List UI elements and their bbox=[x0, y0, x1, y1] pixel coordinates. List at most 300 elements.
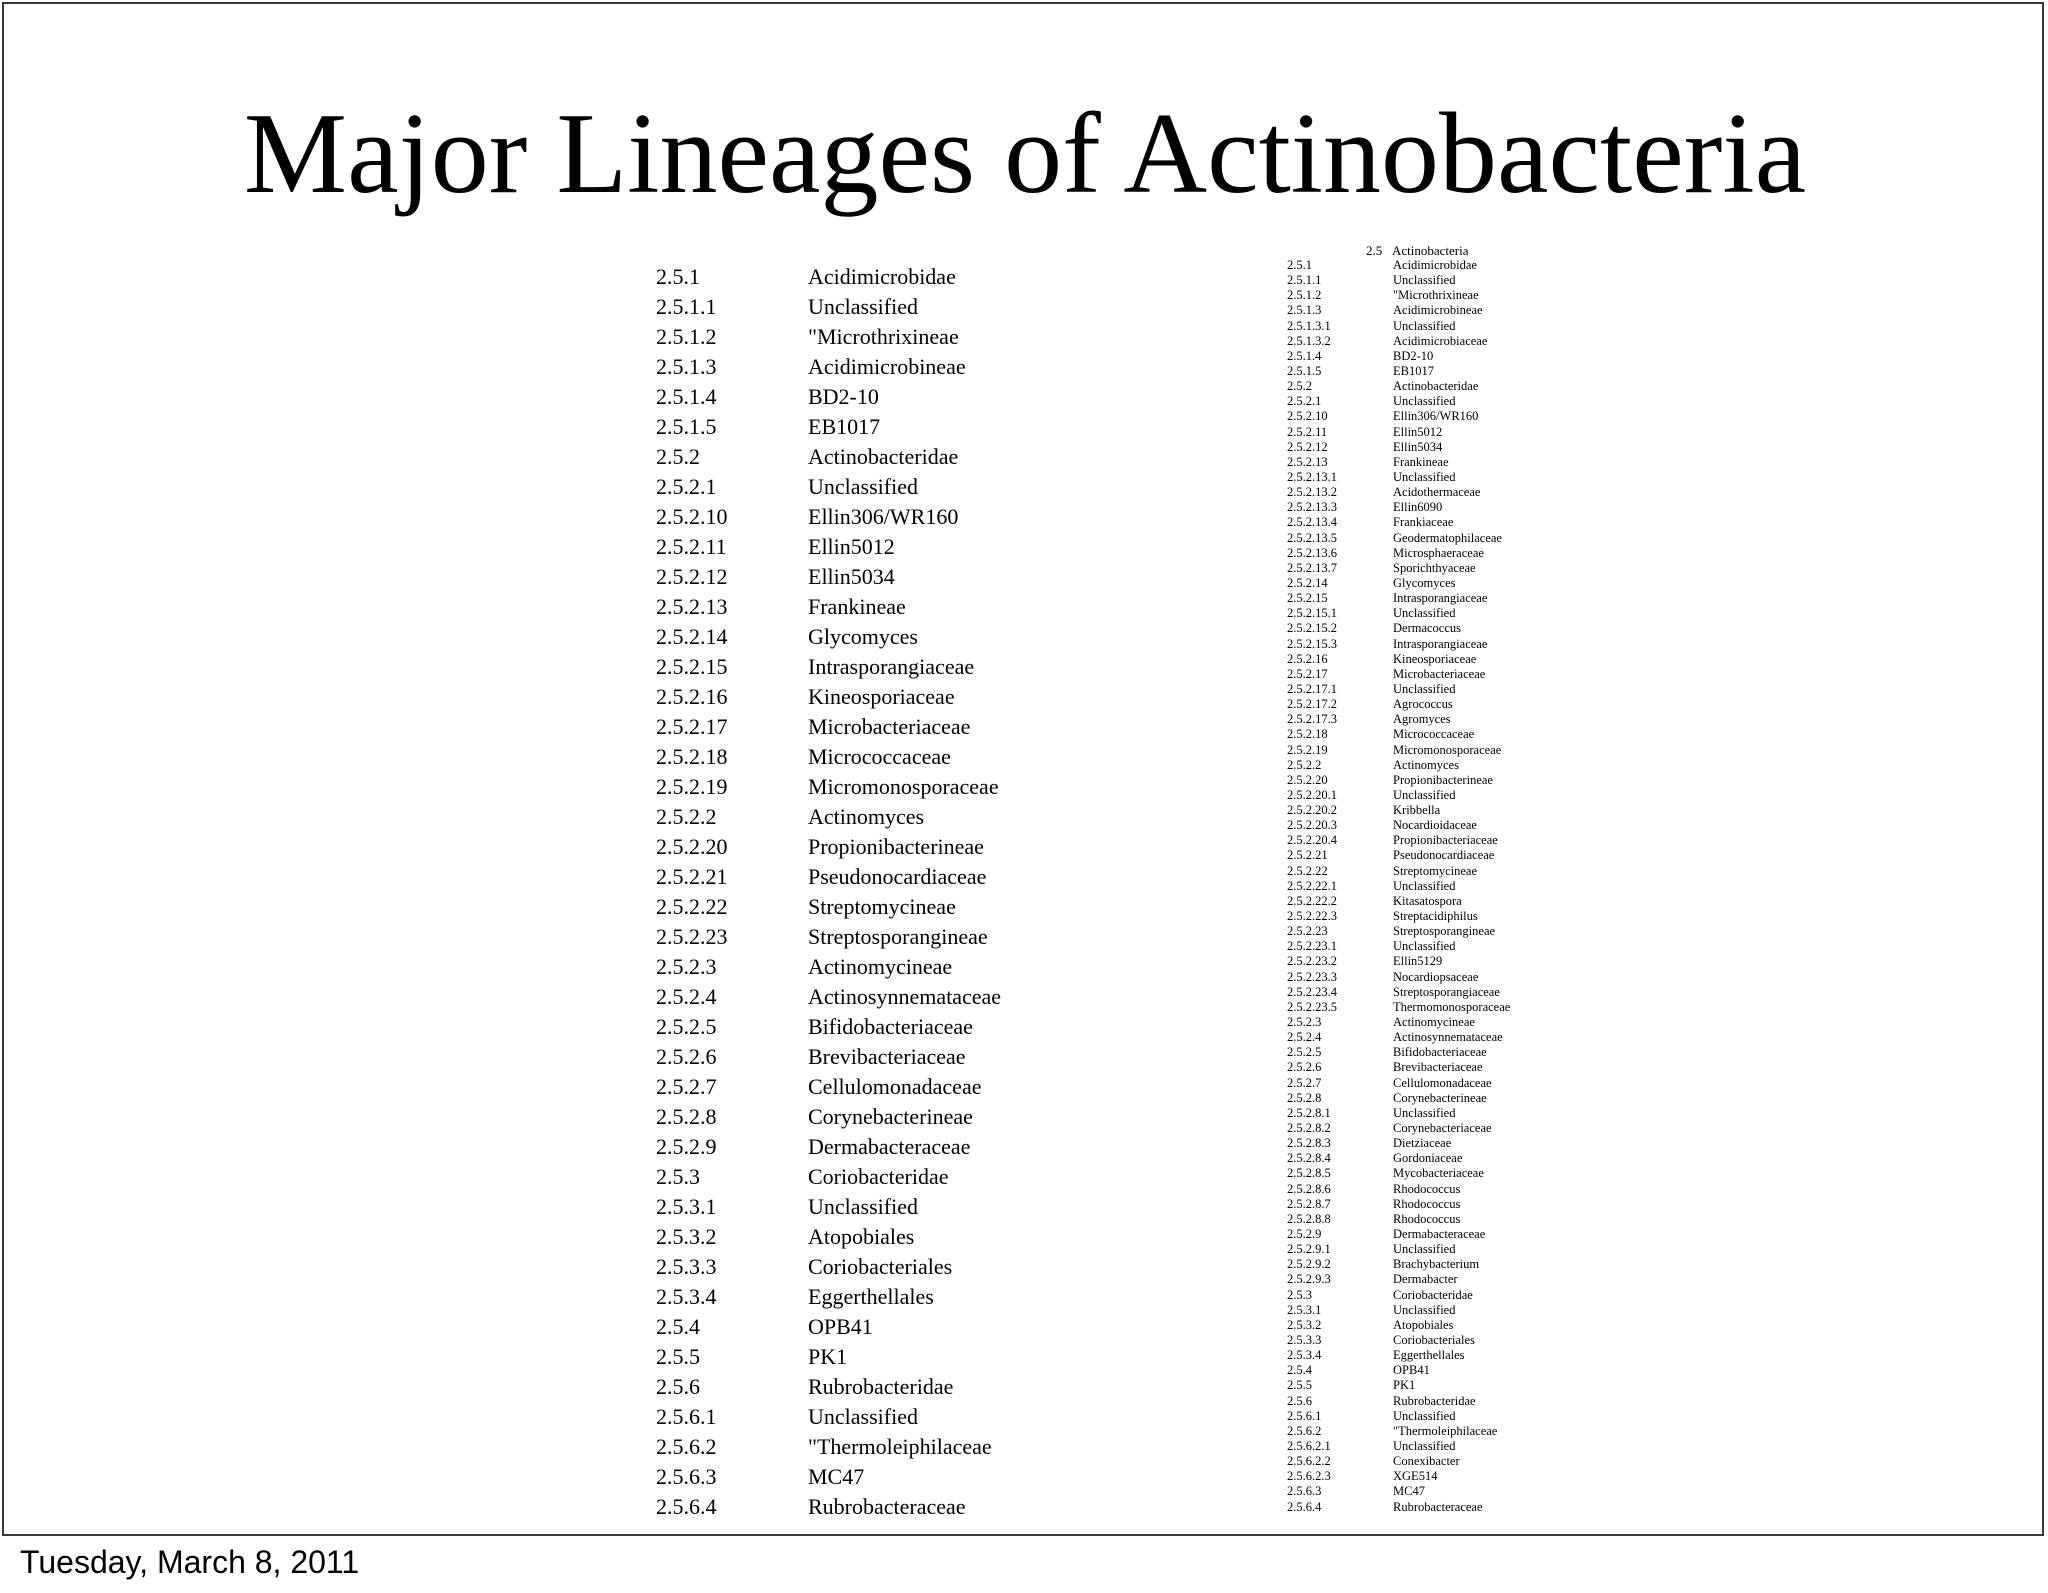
lineage-code: 2.5.2.3 bbox=[1287, 1015, 1322, 1030]
lineage-name: MC47 bbox=[808, 1464, 865, 1489]
lineage-code: 2.5.6.1 bbox=[656, 1404, 717, 1429]
lineage-code: 2.5.2.22.3 bbox=[1287, 909, 1337, 924]
detail-list-row bbox=[1287, 1288, 1587, 1303]
lineage-name: Pseudonocardiaceae bbox=[1393, 848, 1495, 863]
lineage-name: Unclassified bbox=[1393, 681, 1456, 696]
detail-list-row bbox=[1287, 864, 1587, 879]
lineage-name: Micrococcaceae bbox=[808, 744, 951, 769]
lineage-code: 2.5.3 bbox=[1287, 1287, 1312, 1302]
lineage-name: Rubrobacteridae bbox=[1393, 1393, 1476, 1408]
lineage-name: EB1017 bbox=[808, 414, 881, 439]
lineage-name: Corynebacteriaceae bbox=[1393, 1121, 1492, 1136]
main-list-row bbox=[656, 1102, 1136, 1132]
lineage-code: 2.5.2.19 bbox=[656, 774, 728, 799]
lineage-code: 2.5.2.10 bbox=[1287, 409, 1328, 424]
lineage-code: 2.5.4 bbox=[656, 1314, 700, 1339]
detail-list-row bbox=[1287, 637, 1587, 652]
main-list-row bbox=[656, 1012, 1136, 1042]
lineage-name: Unclassified bbox=[808, 474, 918, 499]
lineage-name: Actinosynnemataceae bbox=[808, 984, 1002, 1009]
slide-frame bbox=[2, 2, 2044, 1536]
lineage-name: Dietziaceae bbox=[1393, 1136, 1452, 1151]
lineage-code: 2.5.1.3 bbox=[1287, 303, 1322, 318]
lineage-name: Unclassified bbox=[808, 294, 918, 319]
lineage-code: 2.5.4 bbox=[1287, 1363, 1312, 1378]
lineage-code: 2.5.3.3 bbox=[1287, 1332, 1322, 1347]
lineage-code: 2.5.2.16 bbox=[1287, 651, 1328, 666]
detail-list-row bbox=[1287, 425, 1587, 440]
lineage-name: Coriobacteriales bbox=[808, 1254, 953, 1279]
lineage-code: 2.5.2.9.1 bbox=[1287, 1242, 1331, 1257]
main-list-row bbox=[656, 592, 1136, 622]
detail-list-row bbox=[1287, 788, 1587, 803]
lineage-name: Rhodococcus bbox=[1393, 1181, 1461, 1196]
lineage-name: Actinomycineae bbox=[1393, 1015, 1475, 1030]
lineage-name: "Microthrixineae bbox=[808, 324, 959, 349]
lineage-code: 2.5.2.11 bbox=[1287, 424, 1328, 439]
lineage-name: "Thermoleiphilaceae bbox=[808, 1434, 992, 1459]
lineage-name: Unclassified bbox=[1393, 606, 1456, 621]
lineage-code: 2.5.2.7 bbox=[1287, 1075, 1322, 1090]
detail-list-row bbox=[1287, 1000, 1587, 1015]
lineage-code: 2.5.6.2.3 bbox=[1287, 1469, 1331, 1484]
lineage-code: 2.5.3.2 bbox=[656, 1224, 717, 1249]
lineage-name: Coriobacteridae bbox=[808, 1164, 949, 1189]
detail-list-row bbox=[1287, 273, 1587, 288]
main-list-row bbox=[656, 712, 1136, 742]
lineage-code: 2.5.6.3 bbox=[656, 1464, 717, 1489]
detail-list-row bbox=[1287, 1242, 1587, 1257]
lineage-code: 2.5.2.13.4 bbox=[1287, 515, 1337, 530]
lineage-code: 2.5.2.8 bbox=[656, 1104, 717, 1129]
lineage-name: Unclassified bbox=[1393, 469, 1456, 484]
lineage-code: 2.5.2.8.5 bbox=[1287, 1166, 1331, 1181]
detail-list-row bbox=[1287, 1015, 1587, 1030]
lineage-code: 2.5.2.13 bbox=[1287, 454, 1328, 469]
lineage-name: Streptomycineae bbox=[1393, 863, 1477, 878]
lineage-name: Unclassified bbox=[808, 1194, 918, 1219]
main-list-row bbox=[656, 1492, 1136, 1522]
detail-list-row bbox=[1287, 1318, 1587, 1333]
detail-list-row bbox=[1287, 1106, 1587, 1121]
detail-list-row bbox=[1287, 1091, 1587, 1106]
lineage-code: 2.5.1.1 bbox=[1287, 273, 1322, 288]
lineage-name: Sporichthyaceae bbox=[1393, 560, 1476, 575]
detail-list-row bbox=[1287, 773, 1587, 788]
detailed-lineage-list bbox=[1287, 258, 1587, 1515]
lineage-code: 2.5.1.3 bbox=[656, 354, 717, 379]
lineage-code: 2.5.2.21 bbox=[656, 864, 728, 889]
lineage-code: 2.5.1.5 bbox=[1287, 363, 1322, 378]
detail-list-row bbox=[1287, 652, 1587, 667]
main-list-row bbox=[656, 1432, 1136, 1462]
main-list-row bbox=[656, 352, 1136, 382]
detail-list-row bbox=[1287, 1136, 1587, 1151]
lineage-name: Unclassified bbox=[808, 1404, 918, 1429]
lineage-name: Unclassified bbox=[1393, 394, 1456, 409]
lineage-name: XGE514 bbox=[1393, 1469, 1438, 1484]
lineage-code: 2.5.2.5 bbox=[1287, 1045, 1322, 1060]
detail-list-row bbox=[1287, 667, 1587, 682]
detail-list-row bbox=[1287, 319, 1587, 334]
lineage-code: 2.5.6.2 bbox=[1287, 1423, 1322, 1438]
lineage-code: 2.5.2.13.3 bbox=[1287, 500, 1337, 515]
lineage-name: Ellin306/WR160 bbox=[1393, 409, 1479, 424]
lineage-code: 2.5.6.2 bbox=[656, 1434, 717, 1459]
lineage-code: 2.5.2.8.3 bbox=[1287, 1136, 1331, 1151]
lineage-name: Kineosporiaceae bbox=[1393, 651, 1477, 666]
main-list-row bbox=[656, 1162, 1136, 1192]
lineage-code: 2.5.2.8.4 bbox=[1287, 1151, 1331, 1166]
lineage-name: Acidimicrobineae bbox=[1393, 303, 1483, 318]
lineage-name: Streptosporangineae bbox=[808, 924, 988, 949]
lineage-code: 2.5.2.14 bbox=[656, 624, 728, 649]
lineage-name: BD2-10 bbox=[808, 384, 879, 409]
lineage-name: Intrasporangiaceae bbox=[1393, 636, 1488, 651]
lineage-code: 2.5.3.1 bbox=[1287, 1302, 1322, 1317]
lineage-name: Rhodococcus bbox=[1393, 1211, 1461, 1226]
lineage-code: 2.5.2.23.2 bbox=[1287, 954, 1337, 969]
main-list-row bbox=[656, 1462, 1136, 1492]
lineage-name: Unclassified bbox=[1393, 1302, 1456, 1317]
lineage-code: 2.5.2.4 bbox=[656, 984, 717, 1009]
lineage-name: Unclassified bbox=[1393, 1242, 1456, 1257]
main-list-row bbox=[656, 292, 1136, 322]
detail-list-row bbox=[1287, 954, 1587, 969]
detail-list-row bbox=[1287, 1409, 1587, 1424]
lineage-name: Coriobacteridae bbox=[1393, 1287, 1473, 1302]
main-list-row bbox=[656, 1402, 1136, 1432]
lineage-name: Streptacidiphilus bbox=[1393, 909, 1478, 924]
detail-list-row bbox=[1287, 1394, 1587, 1409]
lineage-name: PK1 bbox=[808, 1344, 848, 1369]
lineage-code: 2.5.2.17 bbox=[656, 714, 728, 739]
lineage-code: 2.5.2.17.3 bbox=[1287, 712, 1337, 727]
lineage-code: 2.5.2.17 bbox=[1287, 666, 1328, 681]
lineage-name: Ellin5012 bbox=[808, 534, 895, 559]
detail-list-row bbox=[1287, 576, 1587, 591]
detail-list-row bbox=[1287, 1439, 1587, 1454]
detail-list-row bbox=[1287, 470, 1587, 485]
detail-list-row bbox=[1287, 1257, 1587, 1272]
lineage-code: 2.5.2.1 bbox=[1287, 394, 1322, 409]
lineage-code: 2.5.2.23.5 bbox=[1287, 999, 1337, 1014]
lineage-code: 2.5.2.22 bbox=[656, 894, 728, 919]
lineage-name: Rubrobacteraceae bbox=[808, 1494, 966, 1519]
lineage-name: Thermomonosporaceae bbox=[1393, 999, 1511, 1014]
lineage-name: PK1 bbox=[1393, 1378, 1416, 1393]
lineage-name: Actinomyces bbox=[808, 804, 925, 829]
lineage-name: Ellin5012 bbox=[1393, 424, 1443, 439]
lineage-name: Dermacoccus bbox=[1393, 621, 1462, 636]
detail-list-row bbox=[1287, 1151, 1587, 1166]
lineage-code: 2.5.6 bbox=[1287, 1393, 1312, 1408]
detail-list-row bbox=[1287, 394, 1587, 409]
detail-list-row bbox=[1287, 1121, 1587, 1136]
detail-list-row bbox=[1287, 1060, 1587, 1075]
lineage-code: 2.5.2 bbox=[1287, 379, 1312, 394]
lineage-name: Atopobiales bbox=[1393, 1317, 1454, 1332]
lineage-name: Unclassified bbox=[1393, 787, 1456, 802]
lineage-code: 2.5.2.14 bbox=[1287, 575, 1328, 590]
lineage-code: 2.5.2.13.2 bbox=[1287, 485, 1337, 500]
lineage-name: Dermabacteraceae bbox=[1393, 1227, 1486, 1241]
lineage-code: 2.5.2.20.2 bbox=[1287, 803, 1337, 818]
detail-list-row bbox=[1287, 591, 1587, 606]
lineage-code: 2.5.2.8.2 bbox=[1287, 1121, 1331, 1136]
main-list-row bbox=[656, 1042, 1136, 1072]
main-list-row bbox=[656, 412, 1136, 442]
main-list-row bbox=[656, 1192, 1136, 1222]
detail-list-row bbox=[1287, 349, 1587, 364]
lineage-name: Coriobacteriales bbox=[1393, 1332, 1475, 1347]
lineage-name: Bifidobacteriaceae bbox=[808, 1014, 973, 1039]
lineage-code: 2.5.6.4 bbox=[656, 1494, 717, 1519]
lineage-name: Unclassified bbox=[1393, 1105, 1456, 1120]
lineage-name: Dermabacter bbox=[1393, 1272, 1458, 1287]
detail-list-row bbox=[1287, 515, 1587, 530]
lineage-code: 2.5.1.1 bbox=[656, 294, 717, 319]
lineage-name: Unclassified bbox=[1393, 318, 1456, 333]
detail-list-row bbox=[1287, 1182, 1587, 1197]
lineage-code: 2.5.1.5 bbox=[656, 414, 717, 439]
lineage-code: 2.5.2.23 bbox=[656, 924, 728, 949]
detail-list-row bbox=[1287, 803, 1587, 818]
lineage-name: Micromonosporaceae bbox=[1393, 742, 1502, 757]
detail-list-row bbox=[1287, 727, 1587, 742]
detail-header-name: Actinobacteria bbox=[1392, 243, 1469, 258]
footer-date: Tuesday, March 8, 2011 bbox=[20, 1544, 360, 1580]
lineage-code: 2.5.2.19 bbox=[1287, 742, 1328, 757]
detail-list-row bbox=[1287, 697, 1587, 712]
lineage-code: 2.5.2.9.3 bbox=[1287, 1272, 1331, 1287]
detail-list-row bbox=[1287, 1076, 1587, 1091]
detail-list-row bbox=[1287, 682, 1587, 697]
detail-list-row bbox=[1287, 1424, 1587, 1439]
main-list-row bbox=[656, 442, 1136, 472]
main-list-row bbox=[656, 952, 1136, 982]
lineage-code: 2.5.6.4 bbox=[1287, 1499, 1322, 1514]
lineage-code: 2.5.2.17.1 bbox=[1287, 681, 1337, 696]
detail-list-row bbox=[1287, 1045, 1587, 1060]
lineage-code: 2.5.1.2 bbox=[1287, 288, 1322, 303]
lineage-code: 2.5.1.3.2 bbox=[1287, 333, 1331, 348]
lineage-code: 2.5.2.5 bbox=[656, 1014, 717, 1039]
detail-list-row bbox=[1287, 1030, 1587, 1045]
lineage-code: 2.5.2.9.2 bbox=[1287, 1257, 1331, 1272]
main-list-row bbox=[656, 832, 1136, 862]
detail-list-row bbox=[1287, 500, 1587, 515]
detail-list-row bbox=[1287, 1363, 1587, 1378]
lineage-name: OPB41 bbox=[1393, 1363, 1430, 1378]
lineage-code: 2.5.2.8.6 bbox=[1287, 1181, 1331, 1196]
main-list-row bbox=[656, 562, 1136, 592]
lineage-name: Bifidobacteriaceae bbox=[1393, 1045, 1487, 1060]
lineage-code: 2.5.1.2 bbox=[656, 324, 717, 349]
lineage-name: MC47 bbox=[1393, 1484, 1425, 1499]
detail-list-row bbox=[1287, 364, 1587, 379]
main-list-row bbox=[656, 1252, 1136, 1282]
lineage-name: Pseudonocardiaceae bbox=[808, 864, 987, 889]
detail-list-row bbox=[1287, 909, 1587, 924]
main-list-row bbox=[656, 742, 1136, 772]
lineage-code: 2.5.1.4 bbox=[1287, 348, 1322, 363]
main-list-row bbox=[656, 1222, 1136, 1252]
lineage-code: 2.5.2.4 bbox=[1287, 1030, 1322, 1045]
detail-list-row bbox=[1287, 1348, 1587, 1363]
lineage-code: 2.5.2.8.1 bbox=[1287, 1105, 1331, 1120]
lineage-code: 2.5.2.3 bbox=[656, 954, 717, 979]
detail-list-row bbox=[1287, 743, 1587, 758]
detail-list-row bbox=[1287, 758, 1587, 773]
lineage-code: 2.5.2.13.5 bbox=[1287, 530, 1337, 545]
lineage-name: Streptosporangiaceae bbox=[1393, 984, 1500, 999]
lineage-name: Kitasatospora bbox=[1393, 893, 1462, 908]
detail-list-row bbox=[1287, 1303, 1587, 1318]
detail-list-row bbox=[1287, 546, 1587, 561]
lineage-code: 2.5.2.23.1 bbox=[1287, 939, 1337, 954]
lineage-name: Propionibacterineae bbox=[1393, 772, 1493, 787]
detail-list-row bbox=[1287, 303, 1587, 318]
lineage-name: Rhodococcus bbox=[1393, 1196, 1461, 1211]
lineage-name: Mycobacteriaceae bbox=[1393, 1166, 1484, 1181]
lineage-name: Cellulomonadaceae bbox=[1393, 1075, 1492, 1090]
lineage-code: 2.5.2.2 bbox=[656, 804, 717, 829]
lineage-name: Gordoniaceae bbox=[1393, 1151, 1463, 1166]
detail-list-row bbox=[1287, 1469, 1587, 1484]
lineage-name: Corynebacterineae bbox=[808, 1104, 973, 1129]
main-list-row bbox=[656, 1282, 1136, 1312]
lineage-code: 2.5.2.18 bbox=[656, 744, 728, 769]
lineage-code: 2.5.3.4 bbox=[656, 1284, 717, 1309]
lineage-code: 2.5.2.12 bbox=[656, 564, 728, 589]
lineage-code: 2.5.2.17.2 bbox=[1287, 697, 1337, 712]
lineage-code: 2.5.6.2.1 bbox=[1287, 1438, 1331, 1453]
detail-list-row bbox=[1287, 1197, 1587, 1212]
lineage-code: 2.5.1.4 bbox=[656, 384, 717, 409]
lineage-name: Frankineae bbox=[808, 594, 906, 619]
detail-list-row bbox=[1287, 440, 1587, 455]
lineage-code: 2.5.2.9 bbox=[1287, 1227, 1322, 1241]
lineage-code: 2.5.3 bbox=[656, 1164, 700, 1189]
lineage-name: Microbacteriaceae bbox=[1393, 666, 1486, 681]
lineage-code: 2.5.2.15 bbox=[1287, 591, 1328, 606]
lineage-code: 2.5.2.22.2 bbox=[1287, 893, 1337, 908]
slide-title: Major Lineages of Actinobacteria bbox=[243, 90, 1807, 218]
lineage-name: Eggerthellales bbox=[1393, 1348, 1465, 1363]
detail-list-row bbox=[1287, 1378, 1587, 1393]
detail-header-code: 2.5 bbox=[1366, 243, 1383, 258]
lineage-name: Nocardiopsaceae bbox=[1393, 969, 1479, 984]
lineage-name: Nocardioidaceae bbox=[1393, 818, 1477, 833]
lineage-code: 2.5.2.13.1 bbox=[1287, 469, 1337, 484]
lineage-name: Ellin306/WR160 bbox=[808, 504, 959, 529]
lineage-name: Acidimicrobidae bbox=[808, 264, 956, 289]
lineage-name: Kineosporiaceae bbox=[808, 684, 955, 709]
lineage-code: 2.5.2.6 bbox=[1287, 1060, 1322, 1075]
lineage-code: 2.5.2.2 bbox=[1287, 757, 1322, 772]
lineage-code: 2.5.2.11 bbox=[656, 534, 727, 559]
lineage-code: 2.5.6.3 bbox=[1287, 1484, 1322, 1499]
lineage-code: 2.5.2.23.3 bbox=[1287, 969, 1337, 984]
lineage-name: Frankiaceae bbox=[1393, 515, 1454, 530]
lineage-code: 2.5.2.13 bbox=[656, 594, 728, 619]
main-list-row bbox=[656, 1372, 1136, 1402]
main-list-row bbox=[656, 892, 1136, 922]
lineage-code: 2.5.2.13.6 bbox=[1287, 545, 1337, 560]
main-list-row bbox=[656, 262, 1136, 292]
lineage-name: Intrasporangiaceae bbox=[1393, 591, 1488, 606]
main-list-row bbox=[656, 652, 1136, 682]
lineage-code: 2.5.6.1 bbox=[1287, 1408, 1322, 1423]
lineage-name: Unclassified bbox=[1393, 273, 1456, 288]
lineage-code: 2.5.2.1 bbox=[656, 474, 717, 499]
lineage-code: 2.5.2.20.3 bbox=[1287, 818, 1337, 833]
lineage-name: Actinobacteridae bbox=[808, 444, 959, 469]
main-list-row bbox=[656, 922, 1136, 952]
lineage-name: "Thermoleiphilaceae bbox=[1393, 1423, 1498, 1438]
lineage-code: 2.5.2.18 bbox=[1287, 727, 1328, 742]
lineage-name: Frankineae bbox=[1393, 454, 1449, 469]
lineage-name: Cellulomonadaceae bbox=[808, 1074, 982, 1099]
detail-list-row bbox=[1287, 924, 1587, 939]
detail-list-row bbox=[1287, 561, 1587, 576]
lineage-name: Agrococcus bbox=[1393, 697, 1453, 712]
lineage-code: 2.5.1.3.1 bbox=[1287, 318, 1331, 333]
detail-list-row bbox=[1287, 1454, 1587, 1469]
lineage-code: 2.5.2.8 bbox=[1287, 1090, 1322, 1105]
detail-list-row bbox=[1287, 712, 1587, 727]
lineage-name: Propionibacteriaceae bbox=[1393, 833, 1498, 848]
lineage-name: Geodermatophilaceae bbox=[1393, 530, 1502, 545]
detail-list-row bbox=[1287, 985, 1587, 1000]
lineage-name: Microbacteriaceae bbox=[808, 714, 971, 739]
detail-list-row bbox=[1287, 1166, 1587, 1181]
lineage-name: Ellin5129 bbox=[1393, 954, 1443, 969]
lineage-code: 2.5.2.20.4 bbox=[1287, 833, 1337, 848]
lineage-code: 2.5.2.20 bbox=[656, 834, 728, 859]
main-list-row bbox=[656, 862, 1136, 892]
lineage-code: 2.5.1 bbox=[656, 264, 700, 289]
lineage-name: Actinomyces bbox=[1393, 757, 1459, 772]
lineage-name: Glycomyces bbox=[1393, 575, 1456, 590]
lineage-code: 2.5.6.2.2 bbox=[1287, 1454, 1331, 1469]
lineage-name: Ellin6090 bbox=[1393, 500, 1443, 515]
lineage-name: Kribbella bbox=[1393, 803, 1441, 818]
detail-list-row bbox=[1287, 1500, 1587, 1515]
lineage-name: OPB41 bbox=[808, 1314, 873, 1339]
lineage-name: Actinobacteridae bbox=[1393, 379, 1479, 394]
lineage-code: 2.5.2.16 bbox=[656, 684, 728, 709]
lineage-code: 2.5.2.8.8 bbox=[1287, 1211, 1331, 1226]
detail-list-row bbox=[1287, 409, 1587, 424]
main-list-row bbox=[656, 502, 1136, 532]
lineage-name: EB1017 bbox=[1393, 363, 1434, 378]
lineage-name: Ellin5034 bbox=[1393, 439, 1443, 454]
lineage-name: BD2-10 bbox=[1393, 348, 1434, 363]
main-list-row bbox=[656, 472, 1136, 502]
lineage-name: Dermabacteraceae bbox=[808, 1134, 971, 1159]
main-list-row bbox=[656, 622, 1136, 652]
main-list-row bbox=[656, 982, 1136, 1012]
main-lineage-list bbox=[656, 262, 1136, 1522]
lineage-name: Rubrobacteraceae bbox=[1393, 1499, 1483, 1514]
detail-list-row bbox=[1287, 894, 1587, 909]
lineage-code: 2.5.2.9 bbox=[656, 1134, 717, 1159]
lineage-code: 2.5.5 bbox=[1287, 1378, 1312, 1393]
lineage-name: Actinomycineae bbox=[808, 954, 953, 979]
lineage-name: Unclassified bbox=[1393, 939, 1456, 954]
